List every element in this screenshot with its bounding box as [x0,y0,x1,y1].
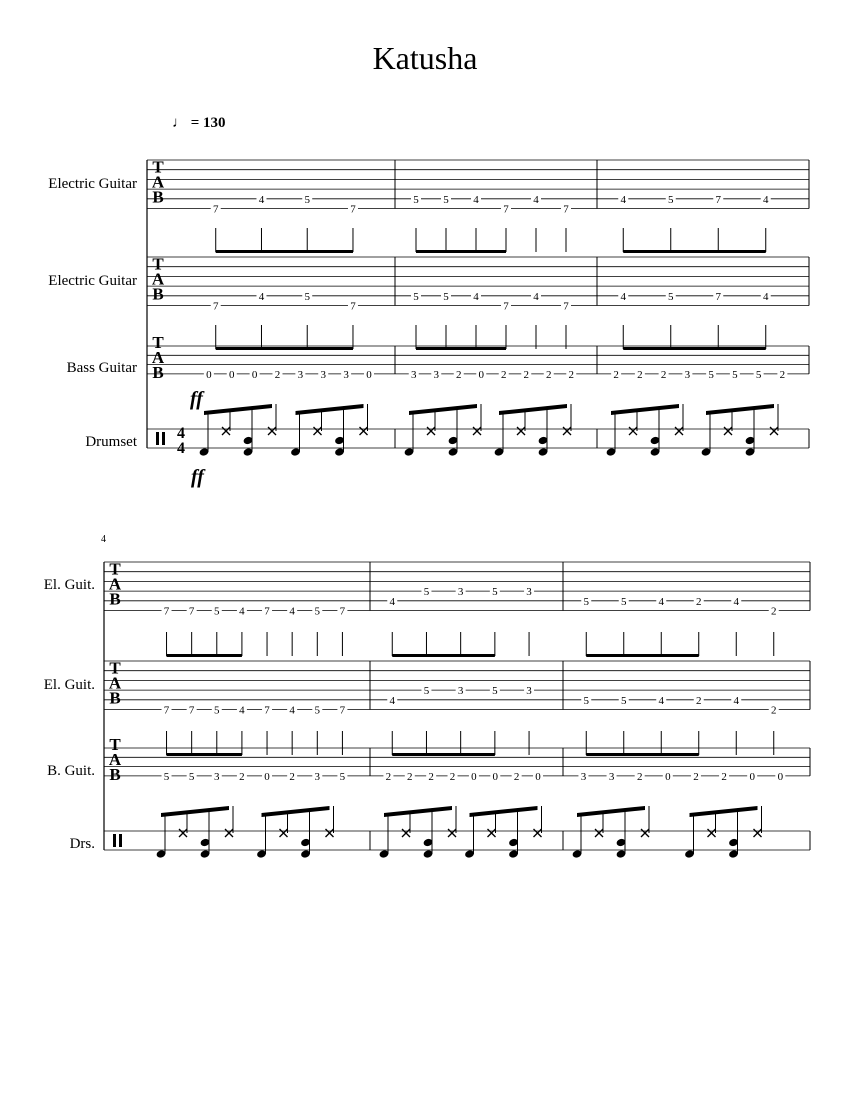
guitar-fret-number: 4 [658,595,664,608]
bass-fret-number: 3 [343,368,349,381]
bass-fret-number: 3 [214,770,220,783]
rhythm-beam [392,654,495,657]
guitar-fret-number: 4 [473,193,479,206]
bass-fret-number: 2 [449,770,456,783]
guitar-fret-number: 7 [264,605,270,618]
tab-clef-letter: T [152,254,164,274]
bass-fret-number: 0 [251,368,258,381]
bass-fret-number: 3 [314,770,321,783]
bass-fret-number: 2 [779,368,786,381]
guitar-fret-number: 5 [583,694,589,707]
guitar-fret-number: 7 [212,300,219,313]
rhythm-beam [167,654,242,657]
time-signature-top: 4 [177,425,185,442]
rhythm-beam [216,250,353,253]
bass-fret-number: 0 [366,368,372,381]
tab-clef-letter: T [152,332,164,352]
guitar-fret-number: 4 [533,193,539,206]
guitar-fret-number: 4 [733,595,739,608]
guitar-fret-number: 7 [339,704,346,717]
rhythm-beam [586,654,699,657]
bass-fret-number: 0 [665,770,671,783]
guitar-fret-number: 3 [526,685,532,698]
drum-beam [470,806,538,817]
tab-clef-letter: T [109,734,121,754]
bass-fret-number: 2 [613,368,619,381]
measure-number: 4 [101,534,106,545]
bass-fret-number: 2 [660,368,667,381]
guitar-fret-number: 4 [658,694,664,707]
bass-fret-number: 2 [274,368,281,381]
instrument-label-electric-guitar-1: Electric Guitar [48,176,137,192]
tempo-marking: ♩ = 130 [172,115,226,131]
bass-fret-number: 3 [608,770,615,783]
tab-clef-letter: T [109,559,121,579]
percussion-clef [119,834,122,847]
tab-clef-letter: A [151,172,165,192]
guitar-fret-number: 4 [239,704,245,717]
guitar-fret-number: 7 [212,203,219,216]
rhythm-beam [167,753,242,756]
drum-beam [161,806,229,817]
guitar-fret-number: 5 [423,685,430,698]
instrument-label-drumset: Drumset [85,434,137,450]
guitar-fret-number: 7 [563,300,569,313]
rhythm-beam [416,250,506,253]
guitar-fret-number: 5 [492,586,498,599]
bass-fret-number: 0 [478,368,484,381]
drum-beam [706,404,774,415]
tab-clef-letter: A [108,673,122,693]
tab-clef-letter: B [109,589,121,609]
bass-fret-number: 3 [320,368,326,381]
score-title: Katusha [372,40,478,76]
guitar-fret-number: 7 [350,300,356,313]
guitar-fret-number: 5 [214,704,220,717]
guitar-fret-number: 3 [526,586,532,599]
bass-fret-number: 0 [228,368,235,381]
guitar-fret-number: 2 [771,605,777,618]
tab-clef-letter: B [152,284,164,304]
percussion-clef [162,432,165,445]
guitar-fret-number: 5 [583,595,589,608]
instrument-label-bass-guitar: Bass Guitar [66,360,137,376]
rhythm-beam [623,250,766,253]
bass-fret-number: 5 [755,368,762,381]
bass-fret-number: 5 [339,770,346,783]
bass-fret-number: 5 [188,770,195,783]
guitar-fret-number: 4 [389,595,396,608]
drum-beam [384,806,452,817]
guitar-fret-number: 7 [350,203,356,216]
guitar-fret-number: 4 [620,193,626,206]
bass-fret-number: 3 [684,368,691,381]
guitar-fret-number: 7 [188,605,195,618]
guitar-fret-number: 4 [258,193,265,206]
guitar-fret-number: 5 [668,290,674,303]
rhythm-beam [216,347,353,350]
bass-fret-number: 2 [721,770,727,783]
guitar-fret-number: 4 [763,193,769,206]
drum-beam [296,404,364,415]
bass-fret-number: 3 [297,368,304,381]
bass-fret-number: 5 [163,770,170,783]
instrument-label-short-drums: Drs. [69,836,95,852]
guitar-fret-number: 3 [457,685,464,698]
tab-clef-letter: B [152,187,164,207]
bass-fret-number: 3 [580,770,587,783]
rhythm-beam [623,347,766,350]
rhythm-beam [392,753,495,756]
bass-fret-number: 2 [546,368,552,381]
guitar-fret-number: 5 [413,193,419,206]
drum-beam [577,806,645,817]
bass-fret-number: 0 [264,770,270,783]
bass-fret-number: 5 [708,368,714,381]
dynamic-marking-bass: ff [190,388,203,410]
tab-clef-letter: A [151,347,165,367]
guitar-fret-number: 7 [715,290,721,303]
rhythm-beam [586,753,699,756]
guitar-fret-number: 4 [763,290,769,303]
guitar-fret-number: 5 [621,694,627,707]
drum-beam [409,404,477,415]
guitar-fret-number: 5 [668,193,674,206]
guitar-fret-number: 5 [443,193,449,206]
bass-fret-number: 3 [411,368,417,381]
tab-clef-letter: B [109,764,121,784]
guitar-fret-number: 7 [563,203,569,216]
tab-clef-letter: B [109,688,121,708]
instrument-label-short-guitar-2: El. Guit. [43,677,95,693]
guitar-fret-number: 5 [621,595,627,608]
time-signature-bottom: 4 [177,440,185,457]
guitar-fret-number: 5 [423,586,430,599]
guitar-fret-number: 7 [188,704,195,717]
bass-fret-number: 2 [523,368,529,381]
percussion-clef [113,834,116,847]
guitar-fret-number: 4 [473,290,479,303]
drum-beam [204,404,272,415]
bass-fret-number: 2 [637,368,643,381]
drum-beam [611,404,679,415]
bass-fret-number: 0 [749,770,755,783]
guitar-fret-number: 5 [443,290,449,303]
drum-beam [499,404,567,415]
guitar-fret-number: 2 [771,704,777,717]
guitar-fret-number: 7 [503,203,509,216]
instrument-label-electric-guitar-2: Electric Guitar [48,273,137,289]
guitar-fret-number: 2 [696,595,702,608]
bass-fret-number: 3 [433,368,439,381]
tab-clef-letter: A [151,269,165,289]
guitar-fret-number: 5 [314,605,321,618]
guitar-fret-number: 4 [289,704,295,717]
bass-fret-number: 2 [239,770,245,783]
bass-fret-number: 2 [501,368,507,381]
guitar-fret-number: 5 [304,290,310,303]
guitar-fret-number: 4 [389,694,396,707]
instrument-label-short-bass: B. Guit. [47,763,95,779]
guitar-fret-number: 5 [413,290,419,303]
bass-fret-number: 2 [385,770,392,783]
bass-fret-number: 0 [206,368,212,381]
guitar-fret-number: 5 [214,605,220,618]
instrument-label-short-guitar-1: El. Guit. [43,577,95,593]
bass-fret-number: 2 [568,368,574,381]
guitar-fret-number: 5 [304,193,310,206]
bass-fret-number: 2 [407,770,413,783]
bass-fret-number: 5 [732,368,738,381]
drum-beam [690,806,758,817]
bass-fret-number: 2 [636,770,643,783]
bass-fret-number: 0 [535,770,541,783]
bass-fret-number: 2 [513,770,520,783]
bass-fret-number: 0 [777,770,784,783]
bass-fret-number: 2 [693,770,699,783]
guitar-fret-number: 7 [163,605,170,618]
guitar-fret-number: 7 [264,704,270,717]
guitar-fret-number: 5 [314,704,321,717]
drum-beam [262,806,330,817]
percussion-clef [156,432,159,445]
bass-fret-number: 2 [289,770,295,783]
guitar-fret-number: 4 [620,290,626,303]
guitar-fret-number: 5 [492,685,498,698]
bass-fret-number: 0 [471,770,477,783]
guitar-fret-number: 7 [163,704,170,717]
guitar-fret-number: 4 [258,290,265,303]
guitar-fret-number: 4 [533,290,539,303]
bass-fret-number: 0 [492,770,499,783]
guitar-fret-number: 7 [715,193,721,206]
tab-clef-letter: A [108,574,122,594]
tab-clef-letter: B [152,362,164,382]
tab-clef-letter: A [108,749,122,769]
guitar-fret-number: 7 [339,605,346,618]
tab-clef-letter: T [109,658,121,678]
dynamic-marking-drums: ff [191,466,204,488]
guitar-fret-number: 4 [733,694,739,707]
guitar-fret-number: 2 [696,694,702,707]
bass-fret-number: 2 [456,368,462,381]
guitar-fret-number: 4 [289,605,295,618]
guitar-fret-number: 3 [457,586,464,599]
bass-fret-number: 2 [428,770,434,783]
rhythm-beam [416,347,506,350]
tab-clef-letter: T [152,157,164,177]
guitar-fret-number: 7 [503,300,509,313]
guitar-fret-number: 4 [239,605,245,618]
